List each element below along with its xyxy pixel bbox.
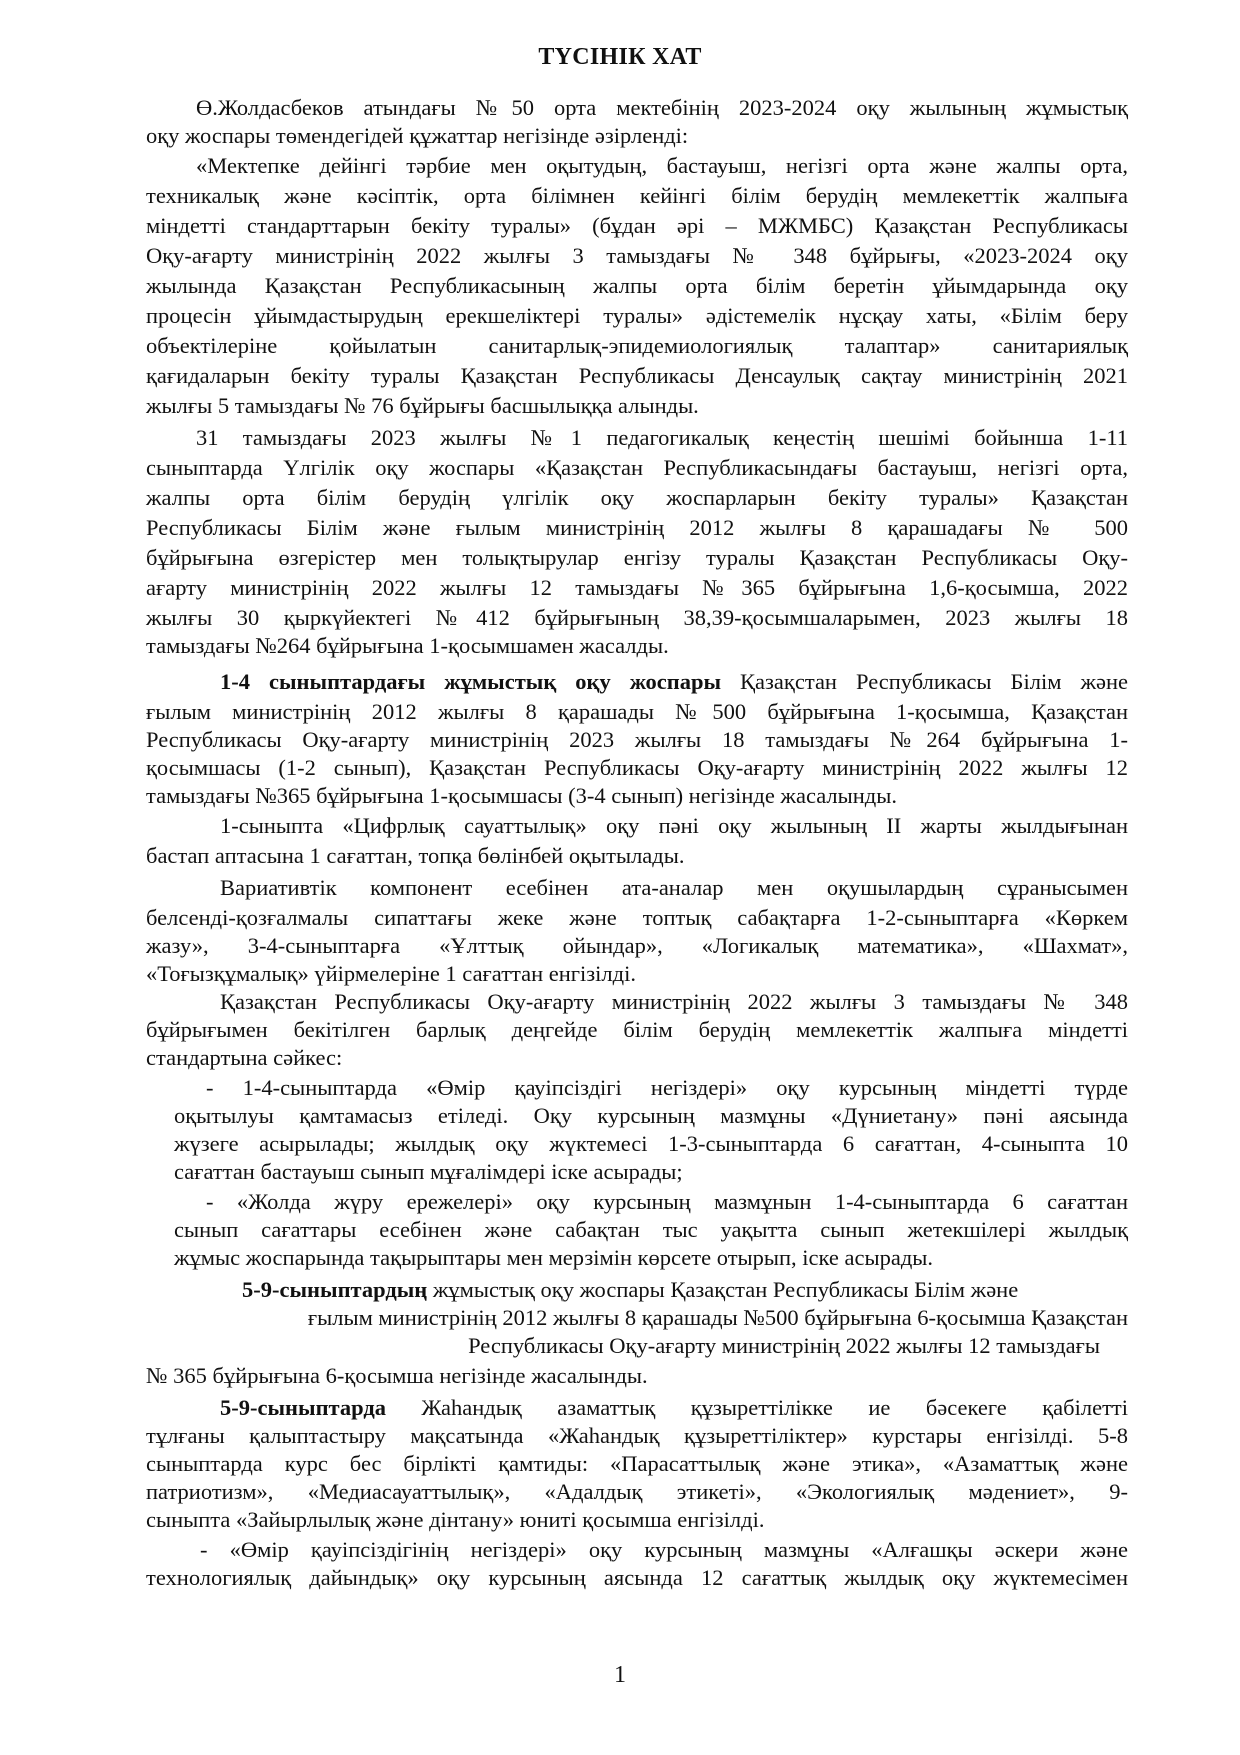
text-line (146, 454, 1128, 482)
text-line (146, 182, 1128, 210)
line-text: - 1-4-сыныптарда «Өмір қауіпсіздігі негіздері» оқу курсының міндетті түрде (206, 1075, 1128, 1100)
text-line (220, 988, 1128, 1016)
line-text: ағарту министрінің 2022 жылғы 12 тамыздағы №365 бұйрығына 1,6-қосымша, 2022 (146, 575, 1128, 600)
line-text: жұмыстық оқу жоспары Қазақстан Республикасы Білім және (427, 1277, 1019, 1302)
line-text: жұмыс жоспарында тақырыптары мен мерзімін көрсете отырып, іске асырады. (174, 1245, 934, 1270)
text-line (146, 332, 1128, 360)
text-line (146, 1478, 1128, 1506)
line-text: Вариативтік компонент есебінен ата-аналар мен оқушылардың сұранысымен (220, 875, 1128, 900)
line-text: сыныпта «Зайырлылық және дінтану» юниті қосымша енгізілді. (146, 1507, 765, 1532)
line-text: - «Өмір қауіпсіздігінің негіздері» оқу курсының мазмұны «Алғашқы әскери және (200, 1537, 1128, 1562)
text-line (146, 726, 1128, 754)
bold-heading-text: 5-9-сыныптарда (220, 1395, 386, 1420)
text-line (146, 1422, 1128, 1450)
line-text: қосымшасы (1-2 сынып), Қазақстан Республикасы Оқу-ағарту министрінің 2022 жылғы 12 (146, 755, 1128, 780)
line-text: сыныптарда курс бес бірлікті қамтиды: «Парасаттылық және этика», «Азаматтық және (146, 1451, 1128, 1476)
text-line (206, 1074, 1128, 1102)
text-line (188, 1304, 1128, 1332)
line-text: міндетті стандарттарын бекіту туралы» (бұдан әрі – МЖМБС) Қазақстан Республикасы (146, 213, 1128, 238)
text-line (206, 1188, 1128, 1216)
text-line (220, 1394, 1128, 1422)
page-number: 1 (614, 1662, 626, 1688)
line-text: № 365 бұйрығына 6-қосымша негізінде жасалынды. (146, 1363, 648, 1388)
line-text: жылғы 30 қыркүйектегі №412 бұйрығының 38,39-қосымшаларымен, 2023 жылғы 18 (146, 605, 1128, 630)
text-line (146, 302, 1128, 330)
text-line (174, 1102, 1128, 1130)
text-line (220, 668, 1128, 696)
line-text: қағидаларын бекіту туралы Қазақстан Республикасы Денсаулық сақтау министрінің 2021 (146, 363, 1128, 388)
text-line (146, 272, 1128, 300)
text-line (174, 1216, 1128, 1244)
text-line (220, 812, 1128, 840)
line-text: Жаһандық азаматтық құзыреттілікке ие бәсекеге қабілетті (385, 1395, 1128, 1420)
text-line (200, 1536, 1128, 1564)
text-line (146, 904, 1128, 932)
line-text: ғылым министрінің 2012 жылғы 8 қарашады №500 бұйрығына 6-қосымша Қазақстан (307, 1305, 1128, 1330)
line-text: тұлғаны қалыптастыру мақсатында «Жаһандық құзыреттіліктер» курстары енгізілді. 5-8 (146, 1423, 1128, 1448)
line-text: патриотизм», «Медиасауаттылық», «Адалдық этикеті», «Экологиялық мәдениет», 9- (146, 1479, 1128, 1504)
line-text: Қазақстан Республикасы Білім және (721, 669, 1129, 694)
text-line (146, 362, 1128, 390)
text-line (174, 1158, 734, 1186)
line-text: жүзеге асырылады; жылдық оқу жүктемесі 1-3-сыныптарда 6 сағаттан, 4-сыныпта 10 (174, 1131, 1128, 1156)
line-text: Республикасы Оқу-ағарту министрінің 2022 жылғы 12 тамыздағы (468, 1333, 1100, 1358)
text-line (146, 960, 746, 988)
text-line (146, 574, 1128, 602)
text-line (196, 424, 1128, 452)
text-line (196, 152, 1128, 180)
text-line (174, 1244, 1044, 1272)
line-text: сыныптарда Үлгілік оқу жоспары «Қазақстан Республикасындағы бастауыш, негізгі орта, (146, 455, 1128, 480)
text-line (146, 1506, 846, 1534)
line-text: Ө.Жолдасбеков атындағы №50 орта мектебінің 2023-2024 оқу жылының жұмыстық (196, 95, 1128, 120)
line-text: тамыздағы №264 бұйрығына 1-қосымшамен жасалды. (146, 633, 669, 658)
document-title: ТҮСІНІК ХАТ (538, 44, 702, 70)
line-text: оқу жоспары төмендегідей құжаттар негізінде әзірленді: (146, 123, 689, 148)
line-text: стандартына сәйкес: (146, 1045, 343, 1070)
text-line (146, 242, 1128, 270)
line-text: 1-сыныпта «Цифрлық сауаттылық» оқу пәні оқу жылының ІІ жарты жылдығынан (220, 813, 1128, 838)
text-line (146, 212, 1128, 240)
text-line (146, 1564, 1128, 1592)
text-line (146, 484, 1128, 512)
text-line (146, 544, 1128, 572)
text-line (242, 1276, 1128, 1304)
line-text: ғылым министрінің 2012 жылғы 8 қарашады №500 бұйрығына 1-қосымша, Қазақстан (146, 699, 1128, 724)
line-text: Республикасы Білім және ғылым министрінің 2012 жылғы 8 қарашадағы № 500 (146, 515, 1128, 540)
line-text: техникалық және кәсіптік, орта білімнен кейінгі білім берудің мемлекеттік жалпыға (146, 183, 1128, 208)
text-line (146, 842, 746, 870)
line-text: тамыздағы №365 бұйрығына 1-қосымшасы (3-4 сынып) негізінде жасалынды. (146, 783, 897, 808)
text-line (146, 698, 1128, 726)
text-line (146, 782, 897, 810)
line-text: Қазақстан Республикасы Оқу-ағарту министрінің 2022 жылғы 3 тамыздағы № 348 (220, 989, 1128, 1014)
line-text: белсенді-қозғалмалы сипаттағы жеке және топтық сабақтарға 1-2-сыныптарға «Көркем (146, 905, 1128, 930)
line-text: технологиялық дайындық» оқу курсының аясында 12 сағаттық жылдық оқу жүктемесімен (146, 1565, 1128, 1590)
line-text: жылғы 5 тамыздағы № 76 бұйрығы басшылыққа алынды. (146, 393, 699, 418)
line-text: жалпы орта білім берудің үлгілік оқу жоспарларын бекіту туралы» Қазақстан (146, 485, 1128, 510)
text-line (146, 514, 1128, 542)
line-text: Республикасы Оқу-ағарту министрінің 2023 жылғы 18 тамыздағы №264 бұйрығына 1- (146, 727, 1128, 752)
line-text: жылында Қазақстан Республикасының жалпы орта білім беретін ұйымдарында оқу (146, 273, 1128, 298)
line-text: сағаттан бастауыш сынып мұғалімдері іске асырады; (174, 1159, 683, 1184)
line-text: процесін ұйымдастырудың ерекшеліктері туралы» әдістемелік нұсқау хаты, «Білім беру (146, 303, 1128, 328)
text-line (146, 1362, 746, 1390)
line-text: 31 тамыздағы 2023 жылғы №1 педагогикалық кеңестің шешімі бойынша 1-11 (196, 425, 1128, 450)
text-line (146, 1044, 446, 1072)
text-line (146, 392, 766, 420)
line-text: - «Жолда жүру ережелері» оқу курсының мазмұнын 1-4-сыныптарда 6 сағаттан (206, 1189, 1128, 1214)
text-line (146, 932, 1128, 960)
text-line (400, 1332, 1100, 1360)
text-line (146, 122, 706, 150)
line-text: жазу», 3-4-сыныптарға «Ұлттық ойындар», «Логикалық математика», «Шахмат», (146, 933, 1128, 958)
line-text: бұйрығына өзгерістер мен толықтырулар енгізу туралы Қазақстан Республикасы Оқу- (146, 545, 1128, 570)
text-line (146, 754, 1128, 782)
line-text: сынып сағаттары есебінен және сабақтан тыс уақытта сынып жетекшілері жылдық (174, 1217, 1128, 1242)
line-text: объектілеріне қойылатын санитарлық-эпидемиологиялық талаптар» санитариялық (146, 333, 1128, 358)
text-line (146, 1016, 1128, 1044)
bold-heading-text: 5-9-сыныптардың (242, 1277, 428, 1302)
line-text: «Тоғызқұмалық» үйірмелеріне 1 сағаттан енгізілді. (146, 961, 636, 986)
line-text: «Мектепке дейінгі тәрбие мен оқытудың, бастауыш, негізгі орта және жалпы орта, (196, 153, 1128, 178)
text-line (196, 94, 1128, 122)
line-text: бастап аптасына 1 сағаттан, топқа бөлінбей оқытылады. (146, 843, 685, 868)
text-line (146, 1450, 1128, 1478)
bold-heading-text: 1-4 сыныптардағы жұмыстық оқу жоспары (220, 669, 722, 694)
text-line (146, 604, 1128, 632)
text-line (174, 1130, 1128, 1158)
line-text: Оқу-ағарту министрінің 2022 жылғы 3 тамыздағы № 348 бұйрығы, «2023-2024 оқу (146, 243, 1128, 268)
text-line (220, 874, 1128, 902)
line-text: оқытылуы қамтамасыз етіледі. Оқу курсының мазмұны «Дүниетану» пәні аясында (174, 1103, 1128, 1128)
line-text: бұйрығымен бекітілген барлық деңгейде білім берудің мемлекеттік жалпыға міндетті (146, 1017, 1128, 1042)
text-line (146, 632, 766, 660)
